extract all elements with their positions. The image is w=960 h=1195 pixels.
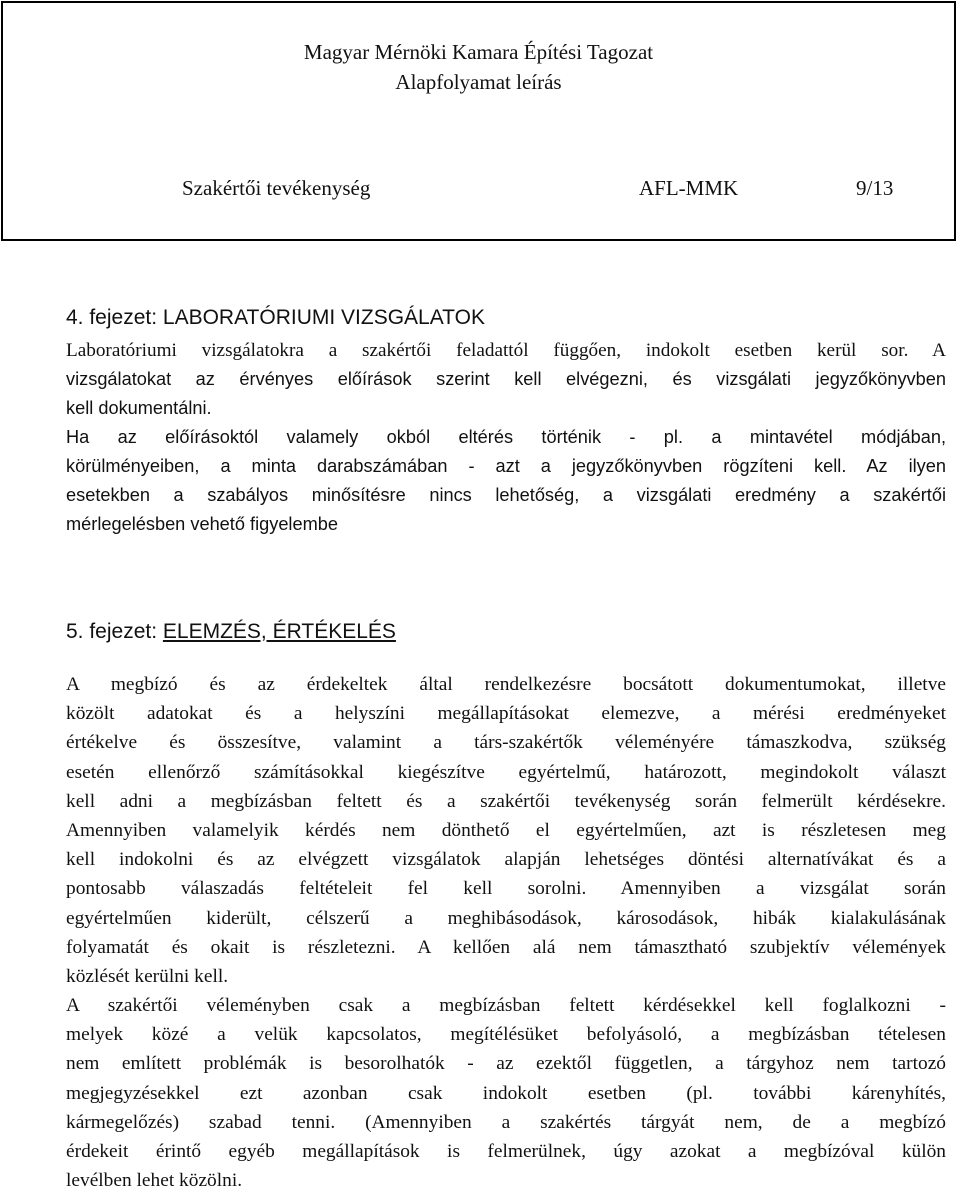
chapter-5-line: levélben lehet közölni.: [66, 1170, 243, 1192]
chapter-5-line: megjegyzésekkel ezt azonban csak indokolt esetben (pl. további kárenyhítés,: [66, 1082, 946, 1104]
chapter-5-line: kell indokolni és az elvégzett vizsgálatok alapján lehetséges döntési alternatívákat és a: [66, 849, 946, 871]
chapter-5-line: A szakértői véleményben csak a megbízásban feltett kérdésekkel kell foglalkozni -: [66, 995, 946, 1017]
chapter-5-line: A megbízó és az érdekeltek által rendelkezésre bocsátott dokumentumokat, illetve: [66, 674, 946, 695]
header-code: AFL-MMK: [639, 176, 739, 200]
chapter-4-line: Ha az előírásoktól valamely okból eltérés történik - pl. a mintavétel módjában,: [66, 427, 946, 447]
chapter-4-number: 4. fejezet:: [66, 306, 158, 329]
chapter-4-line: vizsgálatokat az érvényes előírások szerint kell elvégezni, és vizsgálati jegyzőkönyvben: [66, 369, 946, 389]
chapter-5-line: melyek közé a velük kapcsolatos, megítélésüket befolyásoló, a megbízásban tételesen: [66, 1024, 946, 1046]
header-org: Magyar Mérnöki Kamara Építési Tagozat: [303, 40, 654, 64]
chapter-5-line: közölt adatokat és a helyszíni megállapításokat elemezve, a mérési eredményeket: [66, 703, 946, 725]
chapter-4-body: [66, 336, 946, 539]
chapter-5-title: ELEMZÉS, ÉRTÉKELÉS: [162, 620, 396, 643]
chapter-5-number: 5. fejezet:: [66, 620, 158, 643]
header-doc-title: Alapfolyamat leírás: [395, 70, 562, 94]
chapter-5-line: kármegelőzés) szabad tenni. (Amennyiben a szakértés tárgyát nem, de a megbízó: [66, 1111, 946, 1133]
chapter-5-line: nem említett problémák is besorolhatók - az ezektől független, a tárgyhoz nem tartozó: [66, 1053, 946, 1075]
chapter-4-line: esetekben a szabályos minősítésre nincs lehetőség, a vizsgálati eredmény a szakértői: [66, 485, 946, 505]
chapter-5-line: pontosabb válaszadás feltételeit fel kell sorolni. Amennyiben a vizsgálat során: [66, 878, 946, 900]
chapter-5-line: értékelve és összesítve, valamint a társ-szakértők véleményére támaszkodva, szükség: [66, 732, 946, 754]
chapter-4-line: mérlegelésben vehető figyelembe: [66, 514, 338, 534]
chapter-5-line: folyamatát és okait is részletezni. A kellően alá nem támasztható szubjektív vélemények: [66, 936, 946, 958]
header-section: Szakértői tevékenység: [182, 176, 371, 200]
chapter-5-heading: [66, 619, 396, 645]
header-page-number: 9/13: [856, 176, 894, 200]
chapter-4-heading: [66, 305, 485, 331]
header-box: [1, 1, 956, 241]
chapter-4-line: Laboratóriumi vizsgálatokra a szakértői feladattól függően, indokolt esetben kerül sor. A: [66, 340, 946, 361]
chapter-5-line: közlését kerülni kell.: [66, 965, 229, 987]
chapter-5-body: [66, 670, 946, 1195]
chapter-5-line: esetén ellenőrző számításokkal kiegészítve egyértelmű, határozott, megindokolt választ: [66, 761, 946, 783]
chapter-4-line: kell dokumentálni.: [66, 398, 212, 418]
chapter-4-line: körülményeiben, a minta darabszámában - azt a jegyzőkönyvben rögzíteni kell. Az ilyen: [66, 456, 946, 476]
chapter-5-line: kell adni a megbízásban feltett és a szakértői tevékenység során felmerült kérdésekre.: [66, 790, 946, 812]
chapter-5-line: Amennyiben valamelyik kérdés nem dönthető el egyértelműen, azt is részletesen meg: [66, 819, 946, 841]
chapter-5-line: érdekeit érintő egyéb megállapítások is felmerülnek, úgy azokat a megbízóval külön: [66, 1141, 946, 1162]
chapter-4-title: LABORATÓRIUMI VIZSGÁLATOK: [162, 306, 485, 329]
chapter-5-line: egyértelműen kiderült, célszerű a meghibásodások, károsodások, hibák kialakulásának: [66, 907, 946, 929]
